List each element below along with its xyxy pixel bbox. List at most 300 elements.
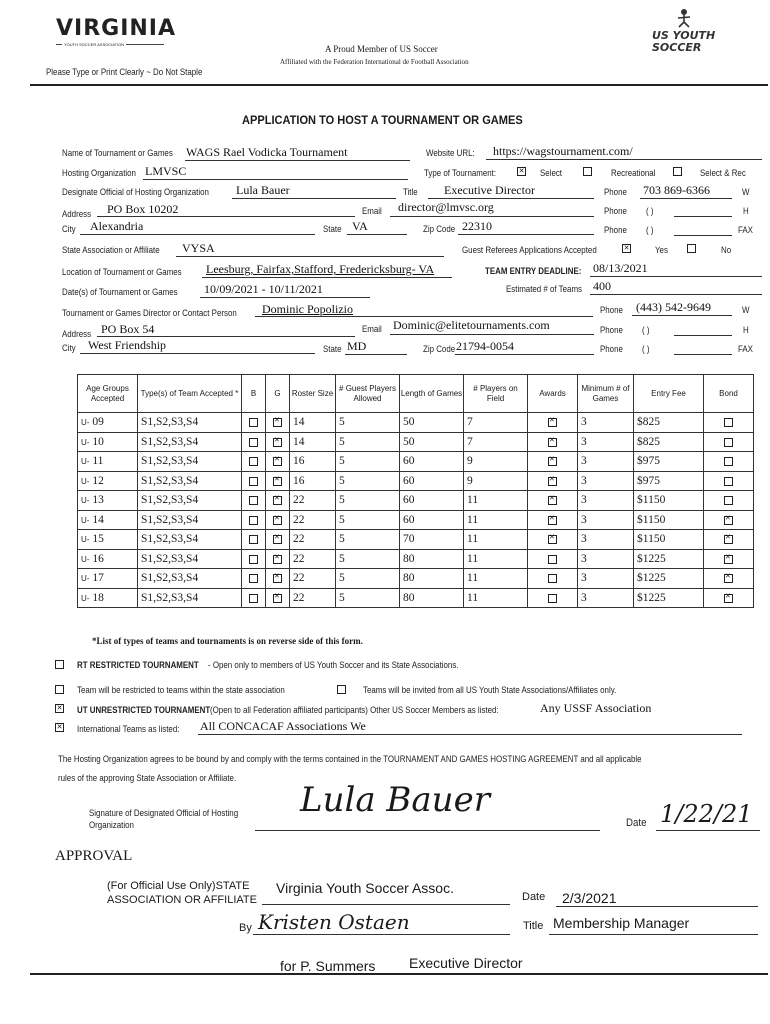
ut-value[interactable]: Any USSF Association [540, 701, 652, 715]
length-cell[interactable]: 60 [400, 491, 464, 511]
address2-label: Address [62, 329, 92, 339]
title-field[interactable]: Executive Director [444, 183, 535, 197]
fee-cell[interactable]: $1150 [634, 491, 704, 511]
age-value: 17 [92, 572, 104, 585]
age-cell [78, 549, 138, 569]
players-cell[interactable]: 11 [464, 491, 528, 511]
u-prefix: U- [81, 457, 90, 467]
city2-label: City [62, 343, 76, 353]
bond-checkbox[interactable] [724, 535, 733, 544]
signature-line [255, 830, 600, 831]
deadline-line [590, 276, 762, 277]
state-field[interactable]: VA [352, 219, 368, 233]
name-line [185, 160, 410, 161]
types-cell[interactable]: S1,S2,S3,S4 [138, 491, 242, 511]
hosting-org-line [143, 179, 408, 180]
location-line [202, 277, 452, 278]
table-row [78, 432, 754, 452]
official-use-2: ASSOCIATION OR AFFILIATE [107, 894, 257, 906]
address-field[interactable]: PO Box 10202 [107, 202, 179, 216]
bond-cell [704, 588, 754, 608]
age-value: 10 [92, 435, 104, 448]
min-games-cell[interactable]: 3 [578, 588, 634, 608]
header-entry-fee: Entry Fee [634, 375, 704, 413]
boys-cell [242, 452, 266, 472]
types-cell[interactable]: S1,S2,S3,S4 [138, 569, 242, 589]
girls-checkbox[interactable] [273, 555, 282, 564]
u-prefix: U- [81, 476, 90, 486]
table-row [78, 569, 754, 589]
header-girls: G [266, 375, 290, 413]
awards-cell [528, 530, 578, 550]
address-label: Address [62, 209, 92, 219]
awards-checkbox[interactable] [548, 418, 557, 427]
age-cell [78, 569, 138, 589]
roster-cell[interactable]: 22 [290, 530, 336, 550]
boys-checkbox[interactable] [249, 418, 258, 427]
girls-cell [266, 569, 290, 589]
affiliated-text: Affiliated with the Federation International de Football Association [280, 58, 469, 66]
age-value: 12 [92, 474, 104, 487]
phone-line-3 [674, 235, 732, 236]
zip-line [458, 234, 594, 235]
bond-checkbox[interactable] [724, 438, 733, 447]
dates-line [200, 297, 370, 298]
bond-cell [704, 569, 754, 589]
location-label: Location of Tournament or Games [62, 267, 182, 277]
header-players-field: # Players on Field [464, 375, 528, 413]
min-games-cell[interactable]: 3 [578, 432, 634, 452]
by-label: By [239, 922, 252, 934]
zip2-field[interactable]: 21794-0054 [456, 339, 514, 353]
girls-checkbox[interactable] [273, 574, 282, 583]
awards-checkbox[interactable] [548, 574, 557, 583]
us-youth-soccer-logo [650, 8, 720, 63]
email2-line [390, 334, 594, 335]
age-cell [78, 432, 138, 452]
phone-label-1: Phone [604, 187, 627, 197]
for-title[interactable]: Executive Director [409, 955, 523, 971]
length-cell[interactable]: 50 [400, 432, 464, 452]
guest-cell[interactable]: 5 [336, 530, 400, 550]
bond-cell [704, 471, 754, 491]
min-games-cell[interactable]: 3 [578, 530, 634, 550]
deadline-label: TEAM ENTRY DEADLINE: [485, 266, 582, 276]
city2-field[interactable]: West Friendship [88, 338, 167, 352]
boys-checkbox[interactable] [249, 535, 258, 544]
phone-label-4: Phone [600, 305, 623, 315]
header-length-games: Length of Games [400, 375, 464, 413]
bond-cell [704, 549, 754, 569]
guest-cell[interactable]: 5 [336, 413, 400, 433]
guest-cell[interactable]: 5 [336, 510, 400, 530]
age-cell [78, 491, 138, 511]
girls-checkbox[interactable] [273, 496, 282, 505]
assoc-label: State Association or Affiliate [62, 245, 160, 255]
types-cell[interactable]: S1,S2,S3,S4 [138, 471, 242, 491]
girls-checkbox[interactable] [273, 516, 282, 525]
bond-checkbox[interactable] [724, 594, 733, 603]
type-select-checkbox[interactable] [517, 167, 526, 176]
city2-line [80, 353, 315, 354]
guest-cell[interactable]: 5 [336, 588, 400, 608]
header-roster-size: Roster Size [290, 375, 336, 413]
boys-checkbox[interactable] [249, 438, 258, 447]
age-cell [78, 510, 138, 530]
boys-cell [242, 510, 266, 530]
type-select-rec-checkbox[interactable] [673, 167, 682, 176]
players-cell[interactable]: 9 [464, 471, 528, 491]
email-line [390, 216, 594, 217]
roster-cell[interactable]: 14 [290, 432, 336, 452]
girls-checkbox[interactable] [273, 535, 282, 544]
u-prefix: U- [81, 515, 90, 525]
ut-title: UT UNRESTRICTED TOURNAMENT [77, 705, 211, 715]
length-cell[interactable]: 60 [400, 471, 464, 491]
agreement-line-1: The Hosting Organization agrees to be bound by and comply with the terms contained in the TOURNAMENT AND GAMES HOSTING AGREEMENT and all applicable [58, 754, 642, 764]
length-cell[interactable]: 60 [400, 452, 464, 472]
signature-label-1: Signature of Designated Official of Hosting [89, 808, 239, 818]
girls-cell [266, 432, 290, 452]
u-prefix: U- [81, 535, 90, 545]
name-label: Name of Tournament or Games [62, 148, 173, 158]
guest-cell[interactable]: 5 [336, 452, 400, 472]
guest-cell[interactable]: 5 [336, 471, 400, 491]
boys-cell [242, 491, 266, 511]
location-field[interactable]: Leesburg, Fairfax,Stafford, Fredericksburg- VA [206, 262, 435, 276]
types-cell[interactable]: S1,S2,S3,S4 [138, 413, 242, 433]
address2-field[interactable]: PO Box 54 [101, 322, 155, 336]
state-only-label: Team will be restricted to teams within the state association [77, 685, 285, 695]
players-cell[interactable]: 7 [464, 413, 528, 433]
assoc-field[interactable]: VYSA [182, 241, 215, 255]
age-cell [78, 452, 138, 472]
roster-cell[interactable]: 22 [290, 569, 336, 589]
virginia-logo-sub: YOUTH SOCCER ASSOCIATION [64, 42, 125, 47]
email2-field[interactable]: Dominic@elitetournaments.com [393, 318, 550, 332]
fee-cell[interactable]: $975 [634, 452, 704, 472]
boys-checkbox[interactable] [249, 496, 258, 505]
girls-cell [266, 471, 290, 491]
awards-checkbox[interactable] [548, 535, 557, 544]
est-teams-label: Estimated # of Teams [506, 284, 583, 294]
intl-label: International Teams as listed: [77, 724, 180, 734]
roster-cell[interactable]: 14 [290, 413, 336, 433]
member-text: A Proud Member of US Soccer [325, 44, 438, 54]
types-cell[interactable]: S1,S2,S3,S4 [138, 432, 242, 452]
type-recreational-checkbox[interactable] [583, 167, 592, 176]
girls-checkbox[interactable] [273, 457, 282, 466]
boys-cell [242, 471, 266, 491]
length-cell[interactable]: 80 [400, 569, 464, 589]
players-cell[interactable]: 11 [464, 569, 528, 589]
boys-checkbox[interactable] [249, 555, 258, 564]
approval-title-value[interactable]: Membership Manager [553, 915, 690, 931]
phone-label-5: Phone [600, 325, 623, 335]
header-awards: Awards [528, 375, 578, 413]
length-cell[interactable]: 60 [400, 510, 464, 530]
awards-checkbox[interactable] [548, 457, 557, 466]
age-value: 11 [92, 455, 104, 468]
header-min-games: Minimum # of Games [578, 375, 634, 413]
u-prefix: U- [81, 554, 90, 564]
bond-cell [704, 413, 754, 433]
dates-label: Date(s) of Tournament or Games [62, 287, 178, 297]
girls-checkbox[interactable] [273, 477, 282, 486]
roster-cell[interactable]: 22 [290, 491, 336, 511]
email-field[interactable]: director@lmvsc.org [398, 200, 494, 214]
name-field[interactable]: WAGS Rael Vodicka Tournament [186, 145, 348, 159]
est-teams-field[interactable]: 400 [593, 279, 611, 293]
roster-cell[interactable]: 22 [290, 588, 336, 608]
length-cell[interactable]: 50 [400, 413, 464, 433]
girls-cell [266, 452, 290, 472]
roster-cell[interactable]: 16 [290, 471, 336, 491]
official-label: Designate Official of Hosting Organization [62, 187, 209, 197]
bond-cell [704, 510, 754, 530]
phone-label-2: Phone [604, 206, 627, 216]
invited-label: Teams will be invited from all US Youth State Associations/Affiliates only. [363, 685, 617, 695]
boys-cell [242, 549, 266, 569]
guest-ref-yes-checkbox[interactable] [622, 244, 631, 253]
zip2-label: Zip Code [423, 344, 456, 354]
header-divider [30, 84, 768, 86]
bond-checkbox[interactable] [724, 418, 733, 427]
awards-cell [528, 471, 578, 491]
official-field[interactable]: Lula Bauer [236, 183, 290, 197]
list-note: *List of types of teams and tournaments is on reverse side of this form. [92, 636, 363, 646]
age-value: 13 [92, 494, 104, 507]
u-prefix: U- [81, 418, 90, 428]
min-games-cell[interactable]: 3 [578, 569, 634, 589]
players-cell[interactable]: 7 [464, 432, 528, 452]
bond-checkbox[interactable] [724, 574, 733, 583]
types-cell[interactable]: S1,S2,S3,S4 [138, 510, 242, 530]
phone-w-1: W [742, 187, 750, 197]
guest-cell[interactable]: 5 [336, 491, 400, 511]
phone-h-2: H [743, 325, 749, 335]
u-prefix: U- [81, 574, 90, 584]
intl-value[interactable]: All CONCACAF Associations We [200, 719, 366, 733]
min-games-cell[interactable]: 3 [578, 491, 634, 511]
guest-ref-no-checkbox[interactable] [687, 244, 696, 253]
fee-cell[interactable]: $975 [634, 471, 704, 491]
official-signature: Lula Bauer [300, 780, 490, 820]
phone-w-2: W [742, 305, 750, 315]
fee-cell[interactable]: $1225 [634, 588, 704, 608]
awards-cell [528, 432, 578, 452]
phone-line-2 [674, 216, 732, 217]
dates-field[interactable]: 10/09/2021 - 10/11/2021 [204, 282, 323, 296]
title-label: Title [403, 187, 418, 197]
age-value: 09 [92, 416, 104, 429]
state2-field[interactable]: MD [347, 339, 367, 353]
phone-line-5 [674, 335, 732, 336]
hosting-org-field[interactable]: LMVSC [145, 164, 187, 178]
guest-cell[interactable]: 5 [336, 432, 400, 452]
header-bond: Bond [704, 375, 754, 413]
types-cell[interactable]: S1,S2,S3,S4 [138, 549, 242, 569]
girls-cell [266, 413, 290, 433]
bond-checkbox[interactable] [724, 477, 733, 486]
fee-cell[interactable]: $1150 [634, 510, 704, 530]
girls-cell [266, 491, 290, 511]
guest-cell[interactable]: 5 [336, 549, 400, 569]
for-value[interactable]: for P. Summers [280, 958, 376, 974]
approval-heading: APPROVAL [55, 848, 133, 864]
ut-desc: (Open to all Federation affiliated participants) Other US Soccer Members as listed: [210, 705, 499, 715]
age-cell [78, 471, 138, 491]
signature-date-label: Date [626, 817, 647, 829]
bond-cell [704, 491, 754, 511]
players-cell[interactable]: 11 [464, 588, 528, 608]
virginia-logo-text: VIRGINIA [56, 16, 177, 41]
virginia-logo [56, 16, 177, 52]
website-field[interactable]: https://wagstournament.com/ [493, 144, 633, 158]
awards-checkbox[interactable] [548, 516, 557, 525]
age-value: 16 [92, 552, 104, 565]
age-cell [78, 413, 138, 433]
zip-field[interactable]: 22310 [462, 219, 492, 233]
fee-cell[interactable]: $825 [634, 432, 704, 452]
approval-date-value[interactable]: 2/3/2021 [562, 890, 617, 906]
state-only-checkbox[interactable] [55, 685, 64, 694]
age-value: 14 [92, 513, 104, 526]
bond-cell [704, 452, 754, 472]
table-row [78, 530, 754, 550]
director-phone-field[interactable]: (443) 542-9649 [636, 300, 711, 314]
girls-checkbox[interactable] [273, 438, 282, 447]
u-prefix: U- [81, 496, 90, 506]
phone-blank-2: ( ) [646, 206, 654, 216]
hosting-org-label: Hosting Organization [62, 168, 136, 178]
form-title: APPLICATION TO HOST A TOURNAMENT OR GAMES [242, 113, 523, 127]
director-field[interactable]: Dominic Popolizio [262, 302, 353, 316]
awards-checkbox[interactable] [548, 594, 557, 603]
bond-checkbox[interactable] [724, 555, 733, 564]
intl-checkbox[interactable] [55, 723, 64, 732]
guest-cell[interactable]: 5 [336, 569, 400, 589]
u-prefix: U- [81, 437, 90, 447]
approval-date-line [556, 906, 758, 907]
awards-checkbox[interactable] [548, 496, 557, 505]
assoc-line [176, 256, 444, 257]
min-games-cell[interactable]: 3 [578, 549, 634, 569]
boys-cell [242, 530, 266, 550]
fee-cell[interactable]: $825 [634, 413, 704, 433]
bond-checkbox[interactable] [724, 516, 733, 525]
type-recreational-label: Recreational [611, 168, 656, 178]
website-line [486, 159, 762, 160]
types-cell[interactable]: S1,S2,S3,S4 [138, 452, 242, 472]
players-cell[interactable]: 11 [464, 549, 528, 569]
header-team-types: Type(s) of Team Accepted * [138, 375, 242, 413]
min-games-cell[interactable]: 3 [578, 452, 634, 472]
deadline-field[interactable]: 08/13/2021 [593, 261, 648, 275]
boys-cell [242, 569, 266, 589]
type-select-rec-label: Select & Rec [700, 168, 746, 178]
min-games-cell[interactable]: 3 [578, 413, 634, 433]
city-label: City [62, 224, 76, 234]
players-cell[interactable]: 11 [464, 510, 528, 530]
ut-checkbox[interactable] [55, 704, 64, 713]
intl-line [198, 734, 742, 735]
roster-cell[interactable]: 22 [290, 549, 336, 569]
invited-checkbox[interactable] [337, 685, 346, 694]
phone-h-1: H [743, 206, 749, 216]
age-groups-table [77, 374, 754, 608]
table-row [78, 413, 754, 433]
table-header-row [78, 375, 754, 413]
fee-cell[interactable]: $1225 [634, 549, 704, 569]
players-cell[interactable]: 9 [464, 452, 528, 472]
state2-label: State [323, 344, 342, 354]
approval-title-label: Title [523, 920, 544, 932]
signature-date-value: 1/22/21 [660, 800, 753, 828]
types-cell[interactable]: S1,S2,S3,S4 [138, 530, 242, 550]
bond-checkbox[interactable] [724, 496, 733, 505]
awards-checkbox[interactable] [548, 555, 557, 564]
header-boys: B [242, 375, 266, 413]
awards-checkbox[interactable] [548, 438, 557, 447]
association-value[interactable]: Virginia Youth Soccer Assoc. [276, 880, 454, 896]
min-games-cell[interactable]: 3 [578, 471, 634, 491]
roster-cell[interactable]: 16 [290, 452, 336, 472]
rt-title: RT RESTRICTED TOURNAMENT [77, 660, 199, 670]
awards-cell [528, 588, 578, 608]
girls-cell [266, 549, 290, 569]
fee-cell[interactable]: $1225 [634, 569, 704, 589]
website-label: Website URL: [426, 148, 475, 158]
type-label: Type of Tournament: [424, 168, 497, 178]
header-age-groups: Age Groups Accepted [78, 375, 138, 413]
boys-checkbox[interactable] [249, 457, 258, 466]
phone-label-3: Phone [604, 225, 627, 235]
length-cell[interactable]: 80 [400, 549, 464, 569]
city-field[interactable]: Alexandria [90, 219, 144, 233]
fee-cell[interactable]: $1150 [634, 530, 704, 550]
age-cell [78, 530, 138, 550]
players-cell[interactable]: 11 [464, 530, 528, 550]
title-line [428, 198, 594, 199]
phone-label-6: Phone [600, 344, 623, 354]
boys-checkbox[interactable] [249, 574, 258, 583]
by-line [253, 934, 510, 935]
min-games-cell[interactable]: 3 [578, 510, 634, 530]
bond-checkbox[interactable] [724, 457, 733, 466]
rt-checkbox[interactable] [55, 660, 64, 669]
boys-checkbox[interactable] [249, 516, 258, 525]
awards-cell [528, 549, 578, 569]
roster-cell[interactable]: 22 [290, 510, 336, 530]
phone-fax-1: FAX [738, 225, 753, 235]
girls-checkbox[interactable] [273, 418, 282, 427]
length-cell[interactable]: 80 [400, 588, 464, 608]
types-cell[interactable]: S1,S2,S3,S4 [138, 588, 242, 608]
bond-cell [704, 432, 754, 452]
guest-ref-label: Guest Referees Applications Accepted [462, 245, 597, 255]
boys-checkbox[interactable] [249, 594, 258, 603]
approval-date-label: Date [522, 891, 546, 903]
awards-cell [528, 413, 578, 433]
boys-checkbox[interactable] [249, 477, 258, 486]
girls-checkbox[interactable] [273, 594, 282, 603]
zip-label: Zip Code [423, 224, 456, 234]
phone-field-1[interactable]: 703 869-6366 [643, 183, 710, 197]
length-cell[interactable]: 70 [400, 530, 464, 550]
signature-date-line [656, 830, 760, 831]
awards-checkbox[interactable] [548, 477, 557, 486]
